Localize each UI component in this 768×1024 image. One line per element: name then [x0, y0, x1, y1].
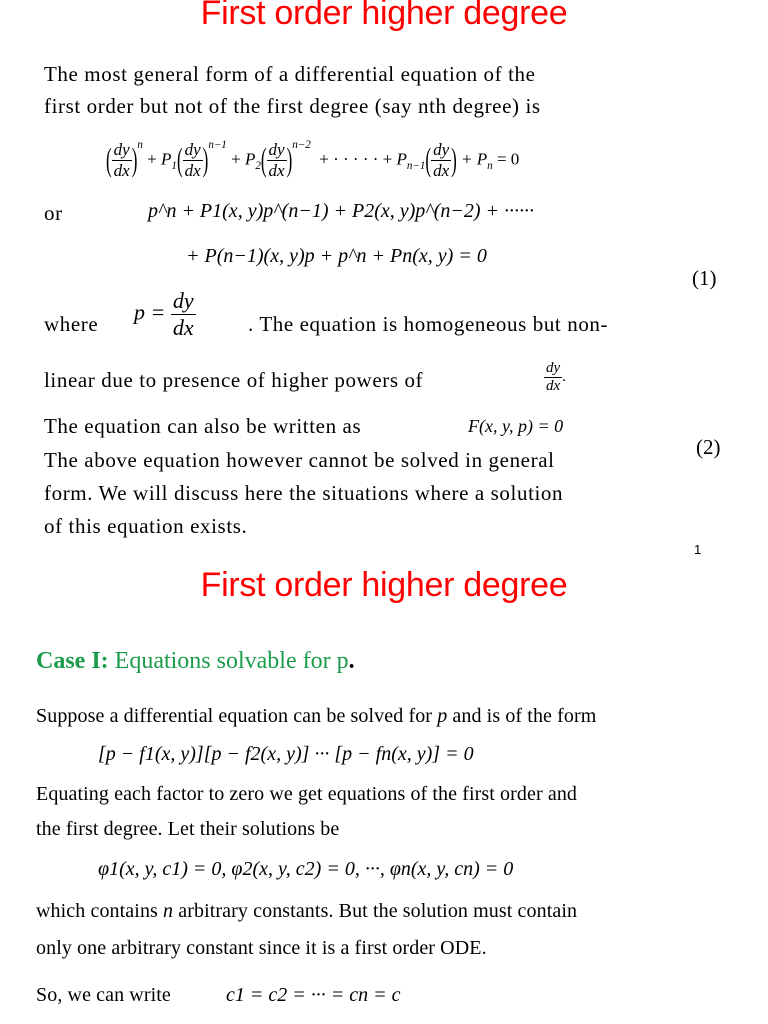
solutions-intro-line: the first degree. Let their solutions be — [36, 818, 340, 840]
case-heading: Case I: Equations solvable for p. — [36, 648, 355, 674]
p-definition: p = $\frac{dy}{dx}$ — [134, 288, 194, 340]
arbitrary-constants-line: which contains n arbitrary constants. But the solution must contain — [36, 900, 578, 922]
closing-line-3: of this equation exists. — [44, 514, 248, 538]
equation-2-number: (2) — [696, 435, 721, 459]
equation-1-number: (1) — [692, 266, 717, 290]
factor-equation: [p − f1(x, y)][p − f2(x, y)] ··· [p − fn(x, y)] = 0 — [98, 743, 474, 765]
linear-fraction: $\frac{dy}{dx}$ . — [546, 360, 566, 394]
constants-equation: c1 = c2 = ··· = cn = c — [226, 984, 401, 1006]
linear-text: linear due to presence of higher powers of — [44, 368, 424, 392]
intro-line-2: first order but not of the first degree (say nth degree) is — [44, 94, 541, 118]
one-constant-line: only one arbitrary constant since it is a first order ODE. — [36, 937, 487, 959]
equation-1-line-2: + P(n−1)(x, y)p + p^n + Pn(x, y) = 0 — [186, 245, 487, 267]
equation-2: F(x, y, p) = 0 — [468, 416, 564, 436]
intro-line-1: The most general form of a differential equation of the — [44, 62, 536, 86]
case-text: Equations solvable for p — [114, 648, 349, 674]
case-label: Case I: — [36, 648, 109, 674]
also-written-text: The equation can also be written as — [44, 414, 362, 438]
slide2-title: First order higher degree — [200, 566, 568, 604]
solutions-equation: φ1(x, y, c1) = 0, φ2(x, y, c2) = 0, ···, φn(x, y, cn) = 0 — [98, 858, 514, 880]
closing-line-2: form. We will discuss here the situations where a solution — [44, 481, 564, 505]
homogeneous-text: . The equation is homogeneous but non- — [248, 312, 609, 336]
suppose-line: Suppose a differential equation can be solved for p and is of the form — [36, 705, 597, 727]
general-equation: ( $\frac{dy}{dx}$ )$^n + P_1$( $\frac{dy}{dx}$ )$^{n-1} + P_2$( $\frac{dy}{dx}$ )$^{n-2}$ + · · · · · + $P_{n-1}$( $\frac{dy}{dx}$ ) + $P_n = 0$ — [106, 138, 520, 180]
closing-line-1: The above equation however cannot be solved in general — [44, 448, 555, 472]
so-we-can-write: So, we can write — [36, 984, 171, 1006]
page-number: 1 — [694, 542, 702, 557]
equation-1-line-1: p^n + P1(x, y)p^(n−1) + P2(x, y)p^(n−2) + ······ — [148, 200, 535, 222]
or-label: or — [44, 201, 63, 225]
where-label: where — [44, 312, 99, 336]
equating-line: Equating each factor to zero we get equations of the first order and — [36, 783, 578, 805]
slide1-title: First order higher degree — [200, 0, 568, 32]
